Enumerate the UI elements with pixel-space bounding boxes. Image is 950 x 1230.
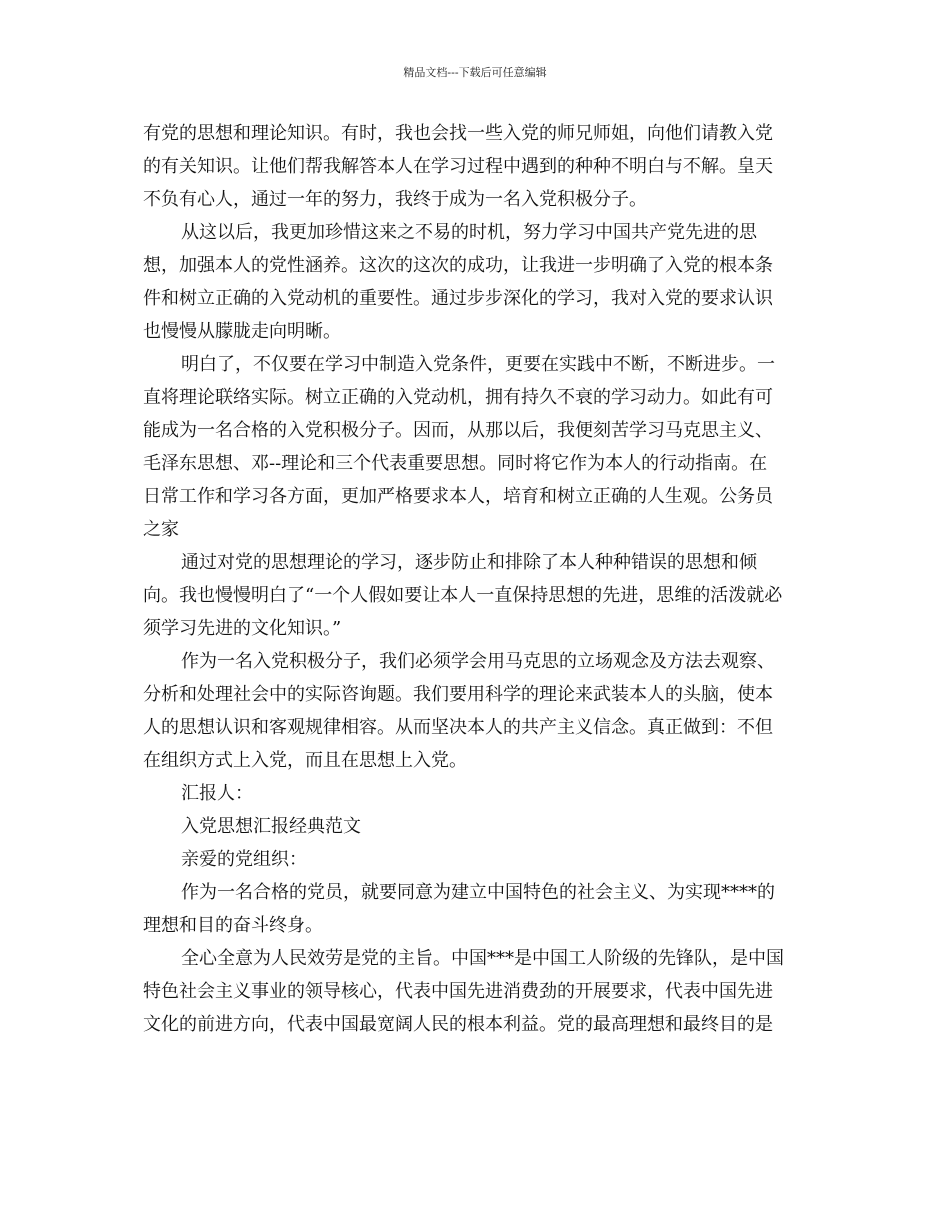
text-line: 向。我也慢慢明白了“一个人假如要让本人一直保持思想的先进，思维的活泼就必 [143, 585, 783, 606]
text-line: 分析和处理社会中的实际咨询题。我们要用科学的理论来武装本人的头脑，使本 [143, 684, 773, 705]
text-line: 理想和目的奋斗终身。 [143, 915, 323, 936]
text-line: 有党的思想和理论知识。有时，我也会找一些入党的师兄师姐，向他们请教入党 [143, 123, 773, 144]
text-line: 文化的前进方向，代表中国最宽阔人民的根本利益。党的最高理想和最终目的是 [143, 1014, 773, 1035]
text-line: 的有关知识。让他们帮我解答本人在学习过程中遇到的种种不明白与不解。皇天 [143, 156, 773, 177]
text-line: 毛泽东思想、邓--理论和三个代表重要思想。同时将它作为本人的行动指南。在 [143, 453, 768, 474]
text-line: 日常工作和学习各方面，更加严格要求本人，培育和树立正确的人生观。公务员 [143, 486, 773, 507]
text-line: 特色社会主义事业的领导核心，代表中国先进消费劲的开展要求，代表中国先进 [143, 981, 773, 1002]
text-line: 作为一名入党积极分子，我们必须学会用马克思的立场观念及方法去观察、 [181, 651, 775, 672]
text-line: 之家 [143, 519, 179, 540]
text-line: 全心全意为人民效劳是党的主旨。中国***是中国工人阶级的先锋队，是中国 [181, 948, 784, 969]
text-line: 不负有心人，通过一年的努力，我终于成为一名入党积极分子。 [143, 189, 647, 210]
text-line: 想，加强本人的党性涵养。这次的这次的成功，让我进一步明确了入党的根本条 [143, 255, 773, 276]
text-line: 人的思想认识和客观规律相容。从而坚决本人的共产主义信念。真正做到：不但 [143, 717, 773, 738]
text-line: 通过对党的思想理论的学习，逐步防止和排除了本人种种错误的思想和倾 [181, 552, 757, 573]
text-line: 明白了，不仅要在学习中制造入党条件，更要在实践中不断，不断进步。一 [181, 354, 775, 375]
text-line: 须学习先进的文化知识。” [143, 618, 342, 639]
text-line: 亲爱的党组织： [181, 849, 307, 870]
text-line: 作为一名合格的党员，就要同意为建立中国特色的社会主义、为实现****的 [181, 882, 775, 903]
text-line: 件和树立正确的入党动机的重要性。通过步步深化的学习，我对入党的要求认识 [143, 288, 773, 309]
text-line: 入党思想汇报经典范文 [181, 816, 361, 837]
text-line: 在组织方式上入党，而且在思想上入党。 [143, 750, 467, 771]
text-line: 汇报人： [181, 783, 253, 804]
text-line: 也慢慢从朦胧走向明晰。 [143, 321, 341, 342]
text-line: 能成为一名合格的入党积极分子。因而，从那以后，我便刻苦学习马克思主义、 [143, 420, 773, 441]
document-body [143, 117, 808, 1041]
text-line: 从这以后，我更加珍惜这来之不易的时机，努力学习中国共产党先进的思 [181, 222, 757, 243]
text-line: 直将理论联络实际。树立正确的入党动机，拥有持久不衰的学习动力。如此有可 [143, 387, 773, 408]
page-header: 精品文档---下载后可任意编辑 [403, 66, 547, 79]
